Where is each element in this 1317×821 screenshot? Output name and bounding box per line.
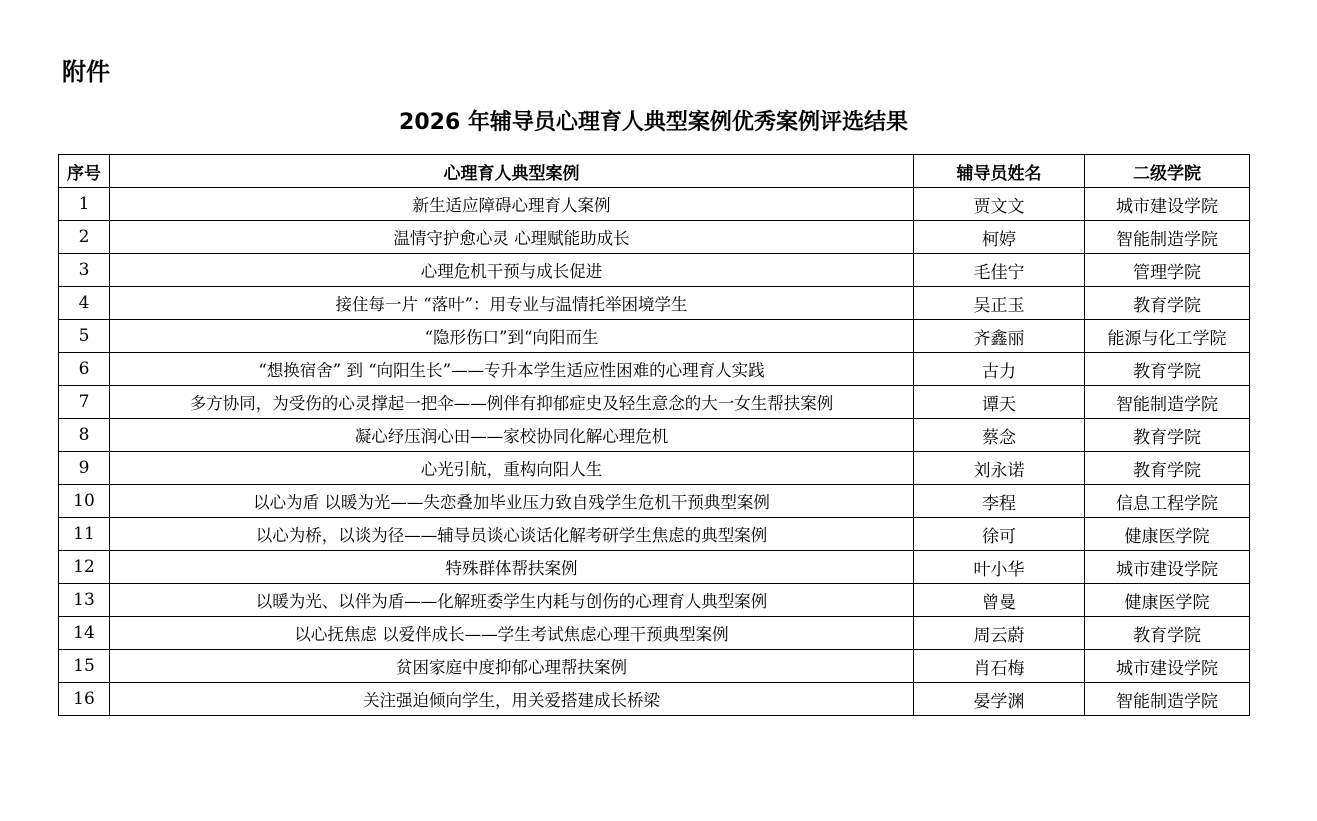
college-name: 教育学院 <box>1085 353 1250 386</box>
case-title: 特殊群体帮扶案例 <box>110 551 914 584</box>
counselor-name: 李程 <box>914 485 1085 518</box>
counselor-name: 吴正玉 <box>914 287 1085 320</box>
counselor-name: 谭天 <box>914 386 1085 419</box>
table-row <box>59 683 1250 716</box>
college-name: 城市建设学院 <box>1085 551 1250 584</box>
case-title: 心理危机干预与成长促进 <box>110 254 914 287</box>
table-row <box>59 452 1250 485</box>
counselor-name: 叶小华 <box>914 551 1085 584</box>
column-header-college: 二级学院 <box>1085 155 1250 188</box>
column-header-number: 序号 <box>59 155 110 188</box>
table-row <box>59 353 1250 386</box>
counselor-name: 周云蔚 <box>914 617 1085 650</box>
row-number: 5 <box>59 320 110 353</box>
case-title: “隐形伤口”到“向阳而生 <box>110 320 914 353</box>
college-name: 教育学院 <box>1085 419 1250 452</box>
college-name: 健康医学院 <box>1085 518 1250 551</box>
case-title: 以暖为光、以伴为盾——化解班委学生内耗与创伤的心理育人典型案例 <box>110 584 914 617</box>
counselor-name: 徐可 <box>914 518 1085 551</box>
counselor-name: 刘永诺 <box>914 452 1085 485</box>
table-row <box>59 419 1250 452</box>
case-title: 关注强迫倾向学生，用关爱搭建成长桥梁 <box>110 683 914 716</box>
college-name: 教育学院 <box>1085 452 1250 485</box>
case-title: 新生适应障碍心理育人案例 <box>110 188 914 221</box>
counselor-name: 毛佳宁 <box>914 254 1085 287</box>
row-number: 16 <box>59 683 110 716</box>
counselor-name: 柯婷 <box>914 221 1085 254</box>
college-name: 智能制造学院 <box>1085 683 1250 716</box>
college-name: 健康医学院 <box>1085 584 1250 617</box>
counselor-name: 齐鑫丽 <box>914 320 1085 353</box>
case-title: 接住每一片 “落叶”：用专业与温情托举困境学生 <box>110 287 914 320</box>
counselor-name: 肖石梅 <box>914 650 1085 683</box>
college-name: 智能制造学院 <box>1085 221 1250 254</box>
row-number: 4 <box>59 287 110 320</box>
counselor-name: 贾文文 <box>914 188 1085 221</box>
row-number: 15 <box>59 650 110 683</box>
table-row <box>59 551 1250 584</box>
case-title: 心光引航，重构向阳人生 <box>110 452 914 485</box>
row-number: 2 <box>59 221 110 254</box>
college-name: 教育学院 <box>1085 617 1250 650</box>
case-title: 以心为桥，以谈为径——辅导员谈心谈话化解考研学生焦虑的典型案例 <box>110 518 914 551</box>
table-row <box>59 221 1250 254</box>
row-number: 8 <box>59 419 110 452</box>
case-title: 贫困家庭中度抑郁心理帮扶案例 <box>110 650 914 683</box>
college-name: 教育学院 <box>1085 287 1250 320</box>
table-row <box>59 254 1250 287</box>
table-header-row <box>59 155 1250 188</box>
table-row <box>59 617 1250 650</box>
case-title: 以心为盾 以暖为光——失恋叠加毕业压力致自残学生危机干预典型案例 <box>110 485 914 518</box>
college-name: 信息工程学院 <box>1085 485 1250 518</box>
counselor-name: 蔡念 <box>914 419 1085 452</box>
table-row <box>59 287 1250 320</box>
counselor-name: 古力 <box>914 353 1085 386</box>
row-number: 14 <box>59 617 110 650</box>
column-header-counselor: 辅导员姓名 <box>914 155 1085 188</box>
counselor-name: 晏学渊 <box>914 683 1085 716</box>
college-name: 智能制造学院 <box>1085 386 1250 419</box>
row-number: 11 <box>59 518 110 551</box>
row-number: 10 <box>59 485 110 518</box>
college-name: 城市建设学院 <box>1085 188 1250 221</box>
table-row <box>59 188 1250 221</box>
case-title: “想换宿舍” 到 “向阳生长”——专升本学生适应性困难的心理育人实践 <box>110 353 914 386</box>
college-name: 城市建设学院 <box>1085 650 1250 683</box>
table-row <box>59 485 1250 518</box>
column-header-case: 心理育人典型案例 <box>110 155 914 188</box>
table-row <box>59 584 1250 617</box>
row-number: 9 <box>59 452 110 485</box>
results-table <box>58 154 1250 716</box>
document-title: 2026 年辅导员心理育人典型案例优秀案例评选结果 <box>399 110 908 135</box>
case-title: 以心抚焦虑 以爱伴成长——学生考试焦虑心理干预典型案例 <box>110 617 914 650</box>
table-row <box>59 518 1250 551</box>
case-title: 凝心纾压润心田——家校协同化解心理危机 <box>110 419 914 452</box>
attachment-label: 附件 <box>62 58 110 86</box>
case-title: 多方协同，为受伤的心灵撑起一把伞——例伴有抑郁症史及轻生意念的大一女生帮扶案例 <box>110 386 914 419</box>
counselor-name: 曾曼 <box>914 584 1085 617</box>
row-number: 12 <box>59 551 110 584</box>
case-title: 温情守护愈心灵 心理赋能助成长 <box>110 221 914 254</box>
row-number: 13 <box>59 584 110 617</box>
table-row <box>59 650 1250 683</box>
college-name: 管理学院 <box>1085 254 1250 287</box>
college-name: 能源与化工学院 <box>1085 320 1250 353</box>
row-number: 6 <box>59 353 110 386</box>
table-row <box>59 320 1250 353</box>
row-number: 3 <box>59 254 110 287</box>
row-number: 1 <box>59 188 110 221</box>
table-row <box>59 386 1250 419</box>
row-number: 7 <box>59 386 110 419</box>
